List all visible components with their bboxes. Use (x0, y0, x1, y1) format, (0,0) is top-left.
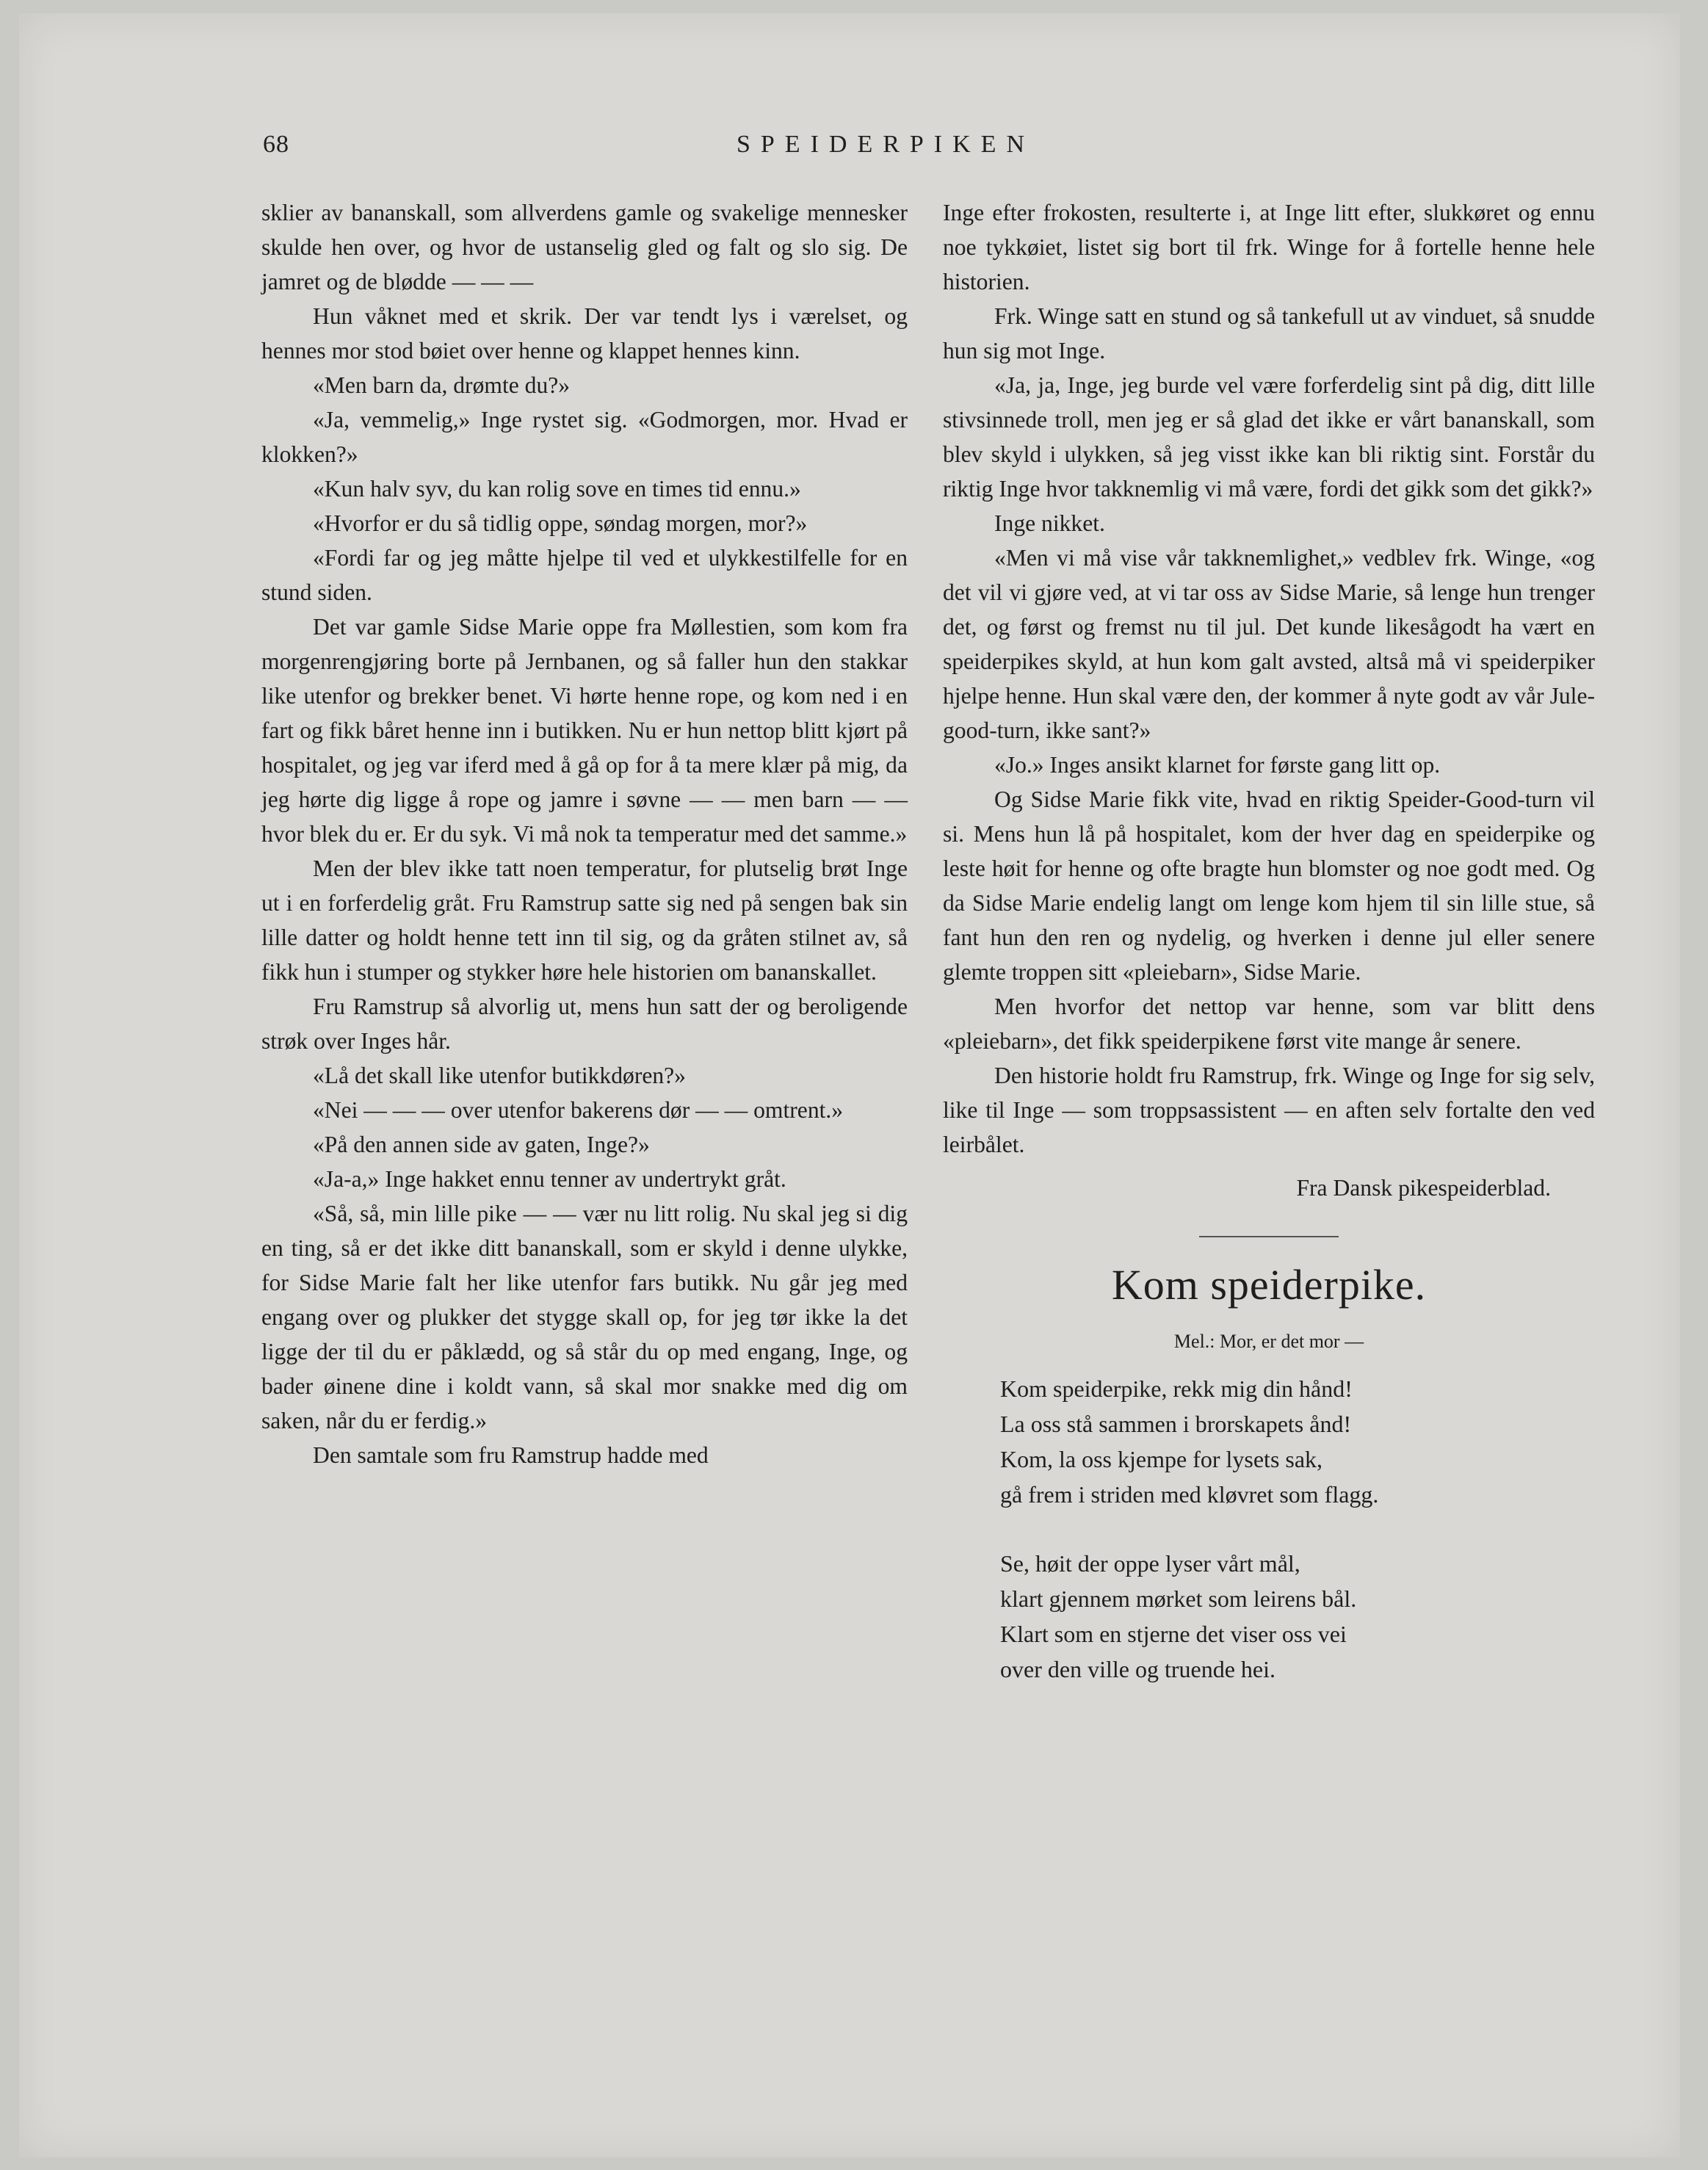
paragraph: Inge nikket. (994, 510, 1105, 536)
poem-melody: Mel.: Mor, er det mor — (1173, 1331, 1364, 1352)
paragraph: Den samtale som fru Ramstrup hadde med (313, 1442, 709, 1468)
paragraph: «Hvorfor er du så tidlig oppe, søndag morgen, mor?» (313, 510, 808, 536)
source-credit: Fra Dansk pikespeiderblad. (1296, 1175, 1551, 1201)
poem-title: Kom speiderpike. (1111, 1261, 1427, 1309)
right-column (943, 195, 1595, 1721)
paragraph: «Men vi må vise vår takknemlighet,» vedblev frk. Winge, «og det vil vi gjøre ved, at vi tar oss av Sidse Marie, så lenge hun trenger det, og først og fremst nu til jul. Det kunde likesågodt ha vært en speiderpikes skyld, at hun kom galt avsted, altså må vi speiderpiker hjelpe henne. Hun skal være den, der kommer å nyte godt av vår Jule-good-turn, ikke sant?» (943, 545, 1595, 743)
paragraph: «På den annen side av gaten, Inge?» (313, 1132, 650, 1157)
paragraph: «Nei — — — over utenfor bakerens dør — — omtrent.» (313, 1097, 844, 1123)
poem-line: Se, høit der oppe lyser vårt mål, (1000, 1550, 1300, 1577)
poem-stanza-2 (1000, 1546, 1595, 1687)
paragraph: «Jo.» Inges ansikt klarnet for første gang litt op. (994, 752, 1441, 778)
paragraph: «Men barn da, drømte du?» (313, 372, 571, 398)
paragraph: sklier av bananskall, som allverdens gamle og svakelige mennesker skulde hen over, og hvor de ustanselig gled og falt og slo sig. De jamret og de blødde — — — (261, 200, 908, 294)
paragraph: Men hvorfor det nettop var henne, som var blitt dens «pleiebarn», det fikk speiderpikene først vite mange år senere. (943, 994, 1595, 1054)
paragraph: «Så, så, min lille pike — — vær nu litt rolig. Nu skal jeg si dig en ting, så er det ikke ditt bananskall, som er skyld i denne ulykke, for Sidse Marie falt her like utenfor fars butikk. Nu går jeg med engang over og plukker det stygge skall op, for jeg tør ikke la det ligge der til du er påklædd, og så står du op med engang, Inge, og bader øinene dine i koldt vann, så skal mor snakke med dig om saken, når du er ferdig.» (261, 1201, 908, 1433)
left-column (261, 195, 908, 1472)
poem-line: gå frem i striden med kløvret som flagg. (1000, 1481, 1379, 1508)
paragraph: Inge efter frokosten, resulterte i, at Inge litt efter, slukkøret og ennu noe tykkøiet, listet sig bort til frk. Winge for å fortelle henne hele historien. (943, 200, 1595, 294)
poem-line: Klart som en stjerne det viser oss vei (1000, 1621, 1347, 1647)
poem-line: La oss stå sammen i brorskapets ånd! (1000, 1411, 1352, 1437)
paragraph: «Fordi far og jeg måtte hjelpe til ved et ulykkestilfelle for en stund siden. (261, 545, 908, 605)
paragraph: «Lå det skall like utenfor butikkdøren?» (313, 1063, 686, 1088)
journal-title: SPEIDERPIKEN (736, 131, 1035, 158)
paragraph: Den historie holdt fru Ramstrup, frk. Winge og Inge for sig selv, like til Inge — som troppsassistent — en aften selv fortalte den ved leirbålet. (943, 1063, 1595, 1157)
poem-line: over den ville og truende hei. (1000, 1656, 1275, 1682)
paragraph: Det var gamle Sidse Marie oppe fra Møllestien, som kom fra morgenrengjøring borte på Jernbanen, og så faller hun den stakkar like utenfor og brekker benet. Vi hørte henne rope, og kom ned i en fart og fikk båret henne inn i butikken. Nu er hun nettop blitt kjørt på hospitalet, og jeg var iferd med å gå op for å ta mere klær på mig, da jeg hørte dig ligge å rope og jamre i søvne — — men barn — — hvor blek du er. Er du syk. Vi må nok ta temperatur med det samme.» (261, 614, 908, 847)
magazine-page (19, 13, 1680, 2158)
poem-line: Kom speiderpike, rekk mig din hånd! (1000, 1375, 1353, 1402)
paragraph: Og Sidse Marie fikk vite, hvad en riktig Speider-Good-turn vil si. Mens hun lå på hospitalet, kom der hver dag en speiderpike og leste høit for henne og ofte bragte hun blomster og noe godt med. Og da Sidse Marie endelig langt om lenge kom hjem til sin lille stue, så fant hun den ren og nydelig, og hverken i denne jul eller senere glemte troppen sitt «pleiebarn», Sidse Marie. (943, 786, 1595, 985)
page-number: 68 (263, 131, 289, 158)
paragraph: «Kun halv syv, du kan rolig sove en times tid ennu.» (313, 476, 801, 502)
paragraph: Men der blev ikke tatt noen temperatur, for plutselig brøt Inge ut i en forferdelig gråt. Fru Ramstrup satte sig ned på sengen bak sin lille datter og holdt henne tett inn til sig, og da gråten stilnet av, så fikk hun i stumper og stykker høre hele historien om bananskallet. (261, 856, 908, 985)
poem-line: klart gjennem mørket som leirens bål. (1000, 1585, 1357, 1612)
poem-stanza-1 (1000, 1371, 1595, 1512)
paragraph: «Ja-a,» Inge hakket ennu tenner av undertrykt gråt. (313, 1166, 786, 1192)
section-divider (1199, 1236, 1339, 1237)
paragraph: Frk. Winge satt en stund og så tankefull ut av vinduet, så snudde hun sig mot Inge. (943, 303, 1595, 364)
paragraph: Fru Ramstrup så alvorlig ut, mens hun satt der og beroligende strøk over Inges hår. (261, 994, 908, 1054)
paragraph: «Ja, vemmelig,» Inge rystet sig. «Godmorgen, mor. Hvad er klokken?» (261, 407, 908, 467)
page-header (247, 131, 1524, 167)
poem-line: Kom, la oss kjempe for lysets sak, (1000, 1446, 1323, 1472)
paragraph: «Ja, ja, Inge, jeg burde vel være forferdelig sint på dig, ditt lille stivsinnede troll, men jeg er så glad det ikke er vårt bananskall, som blev skyld i ulykken, så jeg visst ikke kan bli riktig sint. Forstår du riktig Inge hvor takknemlig vi må være, fordi det gikk som det gikk?» (943, 372, 1595, 502)
paragraph: Hun våknet med et skrik. Der var tendt lys i værelset, og hennes mor stod bøiet over henne og klappet hennes kinn. (261, 303, 908, 364)
